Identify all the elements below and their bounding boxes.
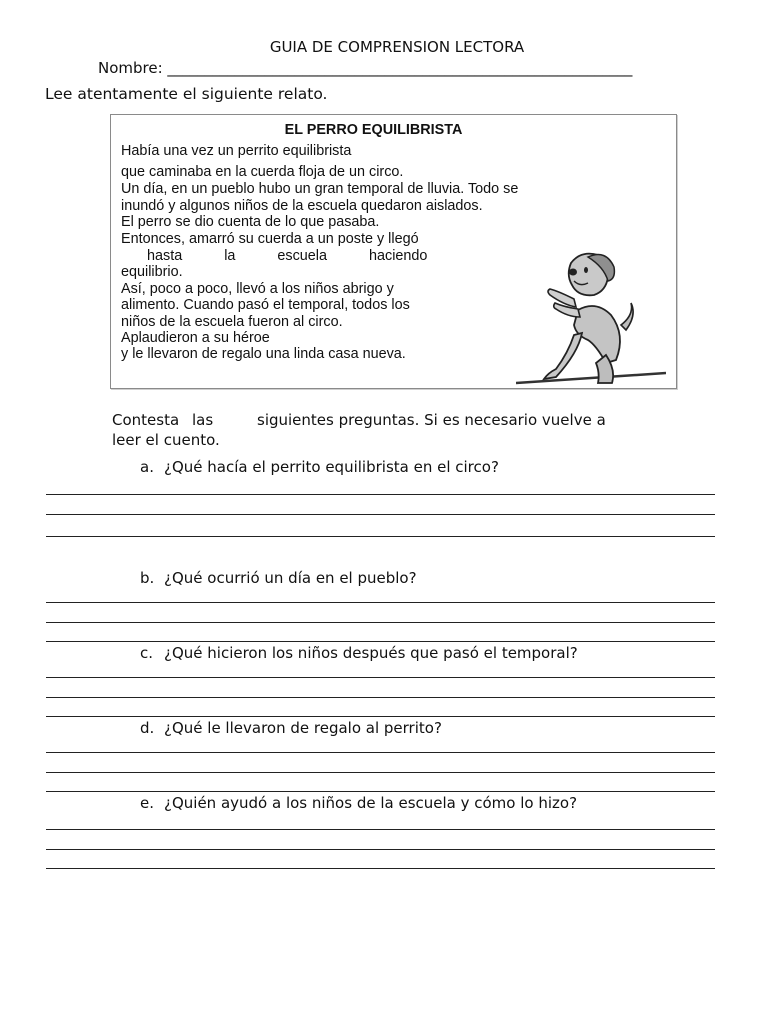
question-letter: b. (140, 569, 155, 587)
story-line: Un día, en un pueblo hubo un gran temporal de lluvia. Todo se (121, 181, 519, 197)
answer-line-c1[interactable] (46, 677, 715, 678)
story-box (110, 114, 677, 389)
question-b (140, 569, 417, 587)
question-text: ¿Qué hicieron los niños después que pasó el temporal? (164, 644, 578, 662)
question-d (140, 719, 442, 737)
answer-line-e1[interactable] (46, 829, 715, 830)
question-text: ¿Quién ayudó a los niños de la escuela y cómo lo hizo? (164, 794, 578, 812)
story-line: inundó y algunos niños de la escuela quedaron aislados. (121, 198, 483, 214)
question-c (140, 644, 578, 662)
answer-line-e3[interactable] (46, 868, 715, 869)
dog-illustration (516, 245, 666, 390)
answer-line-c2[interactable] (46, 697, 715, 698)
instruction-word: las (192, 411, 214, 429)
story-line: El perro se dio cuenta de lo que pasaba. (121, 214, 380, 230)
answer-line-d2[interactable] (46, 772, 715, 773)
story-line: alimento. Cuando pasó el temporal, todos los (121, 297, 410, 313)
question-letter: d. (140, 719, 155, 737)
question-letter: a. (140, 458, 154, 476)
story-line: hasta la escuela haciendo (147, 248, 428, 264)
answer-line-a1[interactable] (46, 494, 715, 495)
answer-line-a2[interactable] (46, 514, 715, 515)
answer-line-d3[interactable] (46, 791, 715, 792)
story-line: Entonces, amarró su cuerda a un poste y llegó (121, 231, 419, 247)
story-line: Había una vez un perrito equilibrista (121, 143, 352, 159)
instruction-text: leer el cuento. (112, 431, 220, 449)
answer-line-c3[interactable] (46, 716, 715, 717)
answer-line-e2[interactable] (46, 849, 715, 850)
question-text: ¿Qué ocurrió un día en el pueblo? (164, 569, 417, 587)
answer-line-a3[interactable] (46, 536, 715, 537)
story-line: niños de la escuela fueron al circo. (121, 314, 343, 330)
question-letter: e. (140, 794, 154, 812)
question-a (140, 458, 499, 476)
story-line: y le llevaron de regalo una linda casa nueva. (121, 346, 406, 362)
instruction-text: siguientes preguntas. Si es necesario vuelve a (257, 411, 606, 429)
instruction-word: Contesta (112, 411, 180, 429)
answer-line-b3[interactable] (46, 641, 715, 642)
answer-line-b2[interactable] (46, 622, 715, 623)
question-e (140, 794, 577, 812)
story-line: Aplaudieron a su héroe (121, 330, 270, 346)
answer-instructions (112, 410, 606, 450)
question-text: ¿Qué hacía el perrito equilibrista en el circo? (164, 458, 499, 476)
story-line: que caminaba en la cuerda floja de un circo. (121, 164, 404, 180)
answer-line-d1[interactable] (46, 752, 715, 753)
question-letter: c. (140, 644, 154, 662)
story-line: Así, poco a poco, llevó a los niños abrigo y (121, 281, 394, 297)
story-line: equilibrio. (121, 264, 183, 280)
name-field-line[interactable]: Nombre: ______________________________________________________________ (98, 59, 633, 77)
story-title: EL PERRO EQUILIBRISTA (284, 122, 463, 138)
intro-instruction: Lee atentamente el siguiente relato. (45, 85, 328, 103)
worksheet-title: GUIA DE COMPRENSION LECTORA (269, 38, 525, 56)
question-text: ¿Qué le llevaron de regalo al perrito? (164, 719, 442, 737)
answer-line-b1[interactable] (46, 602, 715, 603)
